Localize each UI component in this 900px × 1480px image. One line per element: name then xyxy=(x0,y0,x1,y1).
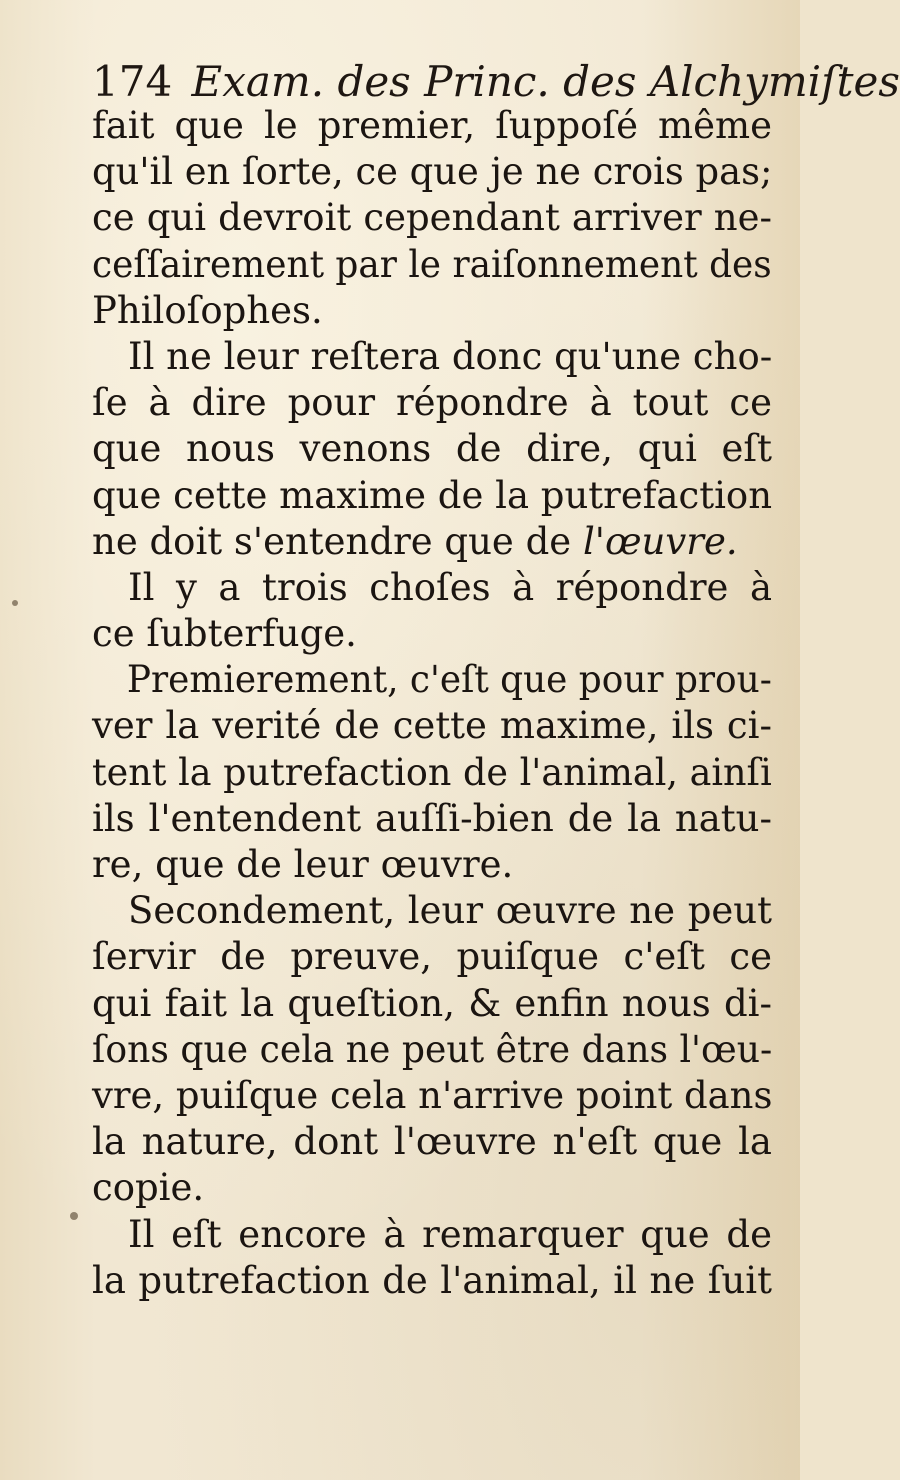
text-line xyxy=(92,888,772,934)
text-line xyxy=(92,288,772,334)
text-line-content: la nature, dont l'œuvre n'eſt que la xyxy=(92,1120,772,1164)
text-line-content: qui fait la queſtion, & enfin nous di- xyxy=(92,981,772,1025)
text-line-content: Il ne leur reſtera donc qu'une cho- xyxy=(127,334,773,378)
text-line xyxy=(92,611,772,657)
page-number: 174 xyxy=(92,57,173,106)
text-line-content: ſervir de preuve, puiſque c'eſt ce xyxy=(92,935,772,979)
text-line xyxy=(92,565,772,611)
text-line-content: que cette maxime de la putrefaction xyxy=(92,473,773,517)
text-line xyxy=(92,242,772,288)
text-line xyxy=(92,1212,772,1258)
text-line-content: Il eſt encore à remarquer que de xyxy=(128,1212,772,1256)
text-line-content: ſe à dire pour répondre à tout ce xyxy=(92,381,772,425)
text-line xyxy=(92,149,773,195)
text-line xyxy=(92,473,772,519)
text-line-content: Il y a trois choſes à répondre à xyxy=(128,565,772,609)
text-line-content: fait que le premier, ſuppoſé même xyxy=(92,104,772,147)
text-line-content: re, que de leur œuvre. xyxy=(92,843,514,886)
text-line xyxy=(92,703,772,749)
text-line xyxy=(92,1258,772,1304)
text-line xyxy=(92,195,772,241)
body-text xyxy=(92,103,772,1304)
text-line-content: copie. xyxy=(92,1166,205,1210)
text-line xyxy=(92,842,772,888)
text-line xyxy=(92,334,771,380)
text-line-content: ce qui devroit cependant arriver ne- xyxy=(92,196,772,240)
italic-word: l'œuvre. xyxy=(582,519,738,563)
text-line xyxy=(92,750,772,796)
paper-speck xyxy=(70,1212,78,1220)
paper-speck xyxy=(12,600,18,606)
text-line xyxy=(92,380,772,426)
text-line-content: ſons que cela ne peut être dans l'œu- xyxy=(92,1027,773,1071)
text-line-content: ce ſubterfuge. xyxy=(92,612,357,656)
text-line-content: la putrefaction de l'animal, il ne ſuit xyxy=(92,1258,772,1302)
text-line-content: Premierement, c'eſt que pour prou- xyxy=(126,658,772,702)
text-line xyxy=(92,1119,772,1165)
text-line xyxy=(92,981,772,1027)
running-title: Exam. des Princ. des Alchymiſtes xyxy=(191,57,900,106)
text-line xyxy=(92,1027,773,1073)
text-line xyxy=(92,426,772,472)
text-line-content: qu'il en ſorte, ce que je ne crois pas; xyxy=(92,150,773,194)
text-line-content: que nous venons de dire, qui eſt xyxy=(92,427,772,471)
text-line-content: tent la putrefaction de l'animal, ainſi xyxy=(92,750,772,794)
text-line-content: Secondement, leur œuvre ne peut xyxy=(128,889,772,933)
text-line xyxy=(92,519,772,565)
text-line xyxy=(92,796,772,842)
text-line-content: ils l'entendent auſſi-bien de la natu- xyxy=(92,796,772,840)
text-line xyxy=(92,1073,771,1119)
text-line xyxy=(92,934,772,980)
text-line xyxy=(92,657,772,703)
text-line-content: ceſſairement par le raiſonnement des xyxy=(92,242,772,286)
text-line-content: Philoſophes. xyxy=(92,288,323,332)
text-line xyxy=(92,1165,772,1211)
text-line-content: vre, puiſque cela n'arrive point dans xyxy=(92,1073,773,1117)
text-line-content: ver la verité de cette maxime, ils ci- xyxy=(92,704,772,748)
text-line-content: ne doit s'entendre que de xyxy=(92,519,572,563)
text-line xyxy=(92,103,772,149)
